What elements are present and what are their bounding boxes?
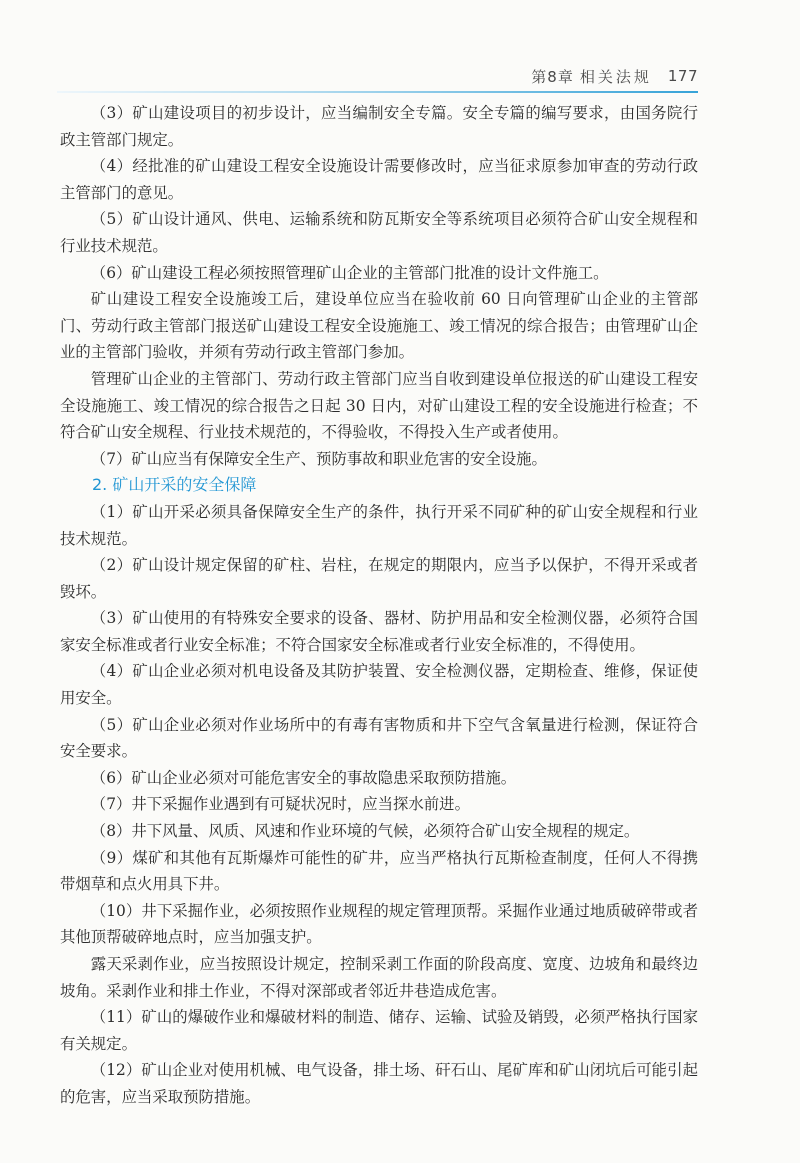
paragraph: （6）矿山建设工程必须按照管理矿山企业的主管部门批准的设计文件施工。 (90, 263, 609, 282)
section-paragraph: （7）井下采掘作业遇到有可疑状况时，应当探水前进。 (90, 795, 470, 814)
page-body (60, 100, 698, 1111)
page-number: 177 (667, 67, 698, 85)
header-rule (57, 91, 698, 93)
page-header (488, 64, 698, 88)
section-paragraph: （3）矿山使用的有特殊安全要求的设备、器材、防护用品和安全检测仪器，必须符合国家安全标准或者行业安全标准；不符合国家安全标准或者行业安全标准的，不得使用。 (60, 609, 698, 654)
section-paragraph: （11）矿山的爆破作业和爆破材料的制造、储存、运输、试验及销毁，必须严格执行国家有关规定。 (60, 1008, 698, 1053)
section-paragraph: （8）井下风量、风质、风速和作业环境的气候，必须符合矿山安全规程的规定。 (90, 822, 640, 841)
chapter-title: 相关法规 (579, 67, 652, 86)
section-heading: 2. 矿山开采的安全保障 (92, 475, 257, 495)
chapter-label: 第8章 (531, 67, 574, 86)
paragraph: 矿山建设工程安全设施竣工后，建设单位应当在验收前 60 日向管理矿山企业的主管部门、劳动行政主管部门报送矿山建设工程安全设施施工、竣工情况的综合报告；由管理矿山企业的主管部门验收，并须有劳动行政主管部门参加。 (60, 290, 698, 362)
section-paragraph: （5）矿山企业必须对作业场所中的有毒有害物质和井下空气含氧量进行检测，保证符合安全要求。 (60, 715, 698, 761)
section-paragraph: （1）矿山开采必须具备保障安全生产的条件，执行开采不同矿种的矿山安全规程和行业技术规范。 (60, 502, 698, 548)
section-paragraph: （10）井下采掘作业，必须按照作业规程的规定管理顶帮。采掘作业通过地质破碎带或者其他顶帮破碎地点时，应当加强支护。 (60, 901, 698, 947)
section-paragraph: （2）矿山设计规定保留的矿柱、岩柱，在规定的期限内，应当予以保护，不得开采或者毁坏。 (60, 556, 698, 601)
paragraph: （3）矿山建设项目的初步设计，应当编制安全专篇。安全专篇的编写要求，由国务院行政主管部门规定。 (60, 104, 698, 149)
section-paragraph: （6）矿山企业必须对可能危害安全的事故隐患采取预防措施。 (90, 768, 517, 787)
section-paragraph: （9）煤矿和其他有瓦斯爆炸可能性的矿井，应当严格执行瓦斯检查制度，任何人不得携带烟草和点火用具下井。 (60, 848, 698, 894)
section-paragraph: （4）矿山企业必须对机电设备及其防护装置、安全检测仪器，定期检查、维修，保证使用安全。 (60, 662, 698, 708)
section-paragraph: 露天采剥作业，应当按照设计规定，控制采剥工作面的阶段高度、宽度、边坡角和最终边坡角。采剥作业和排土作业，不得对深部或者邻近井巷造成危害。 (60, 955, 698, 1000)
paragraph: 管理矿山企业的主管部门、劳动行政主管部门应当自收到建设单位报送的矿山建设工程安全设施施工、竣工情况的综合报告之日起 30 日内，对矿山建设工程的安全设施进行检查；不符合矿山安全规程、行业技术规范的，不得验收，不得投入生产或者使用。 (60, 369, 698, 442)
section-paragraph: （12）矿山企业对使用机械、电气设备，排土场、矸石山、尾矿库和矿山闭坑后可能引起的危害，应当采取预防措施。 (60, 1061, 698, 1106)
paragraph: （7）矿山应当有保障安全生产、预防事故和职业危害的安全设施。 (90, 449, 547, 468)
paragraph: （5）矿山设计通风、供电、运输系统和防瓦斯安全等系统项目必须符合矿山安全规程和行业技术规范。 (60, 210, 698, 255)
paragraph: （4）经批准的矿山建设工程安全设施设计需要修改时，应当征求原参加审查的劳动行政主管部门的意见。 (60, 157, 698, 202)
